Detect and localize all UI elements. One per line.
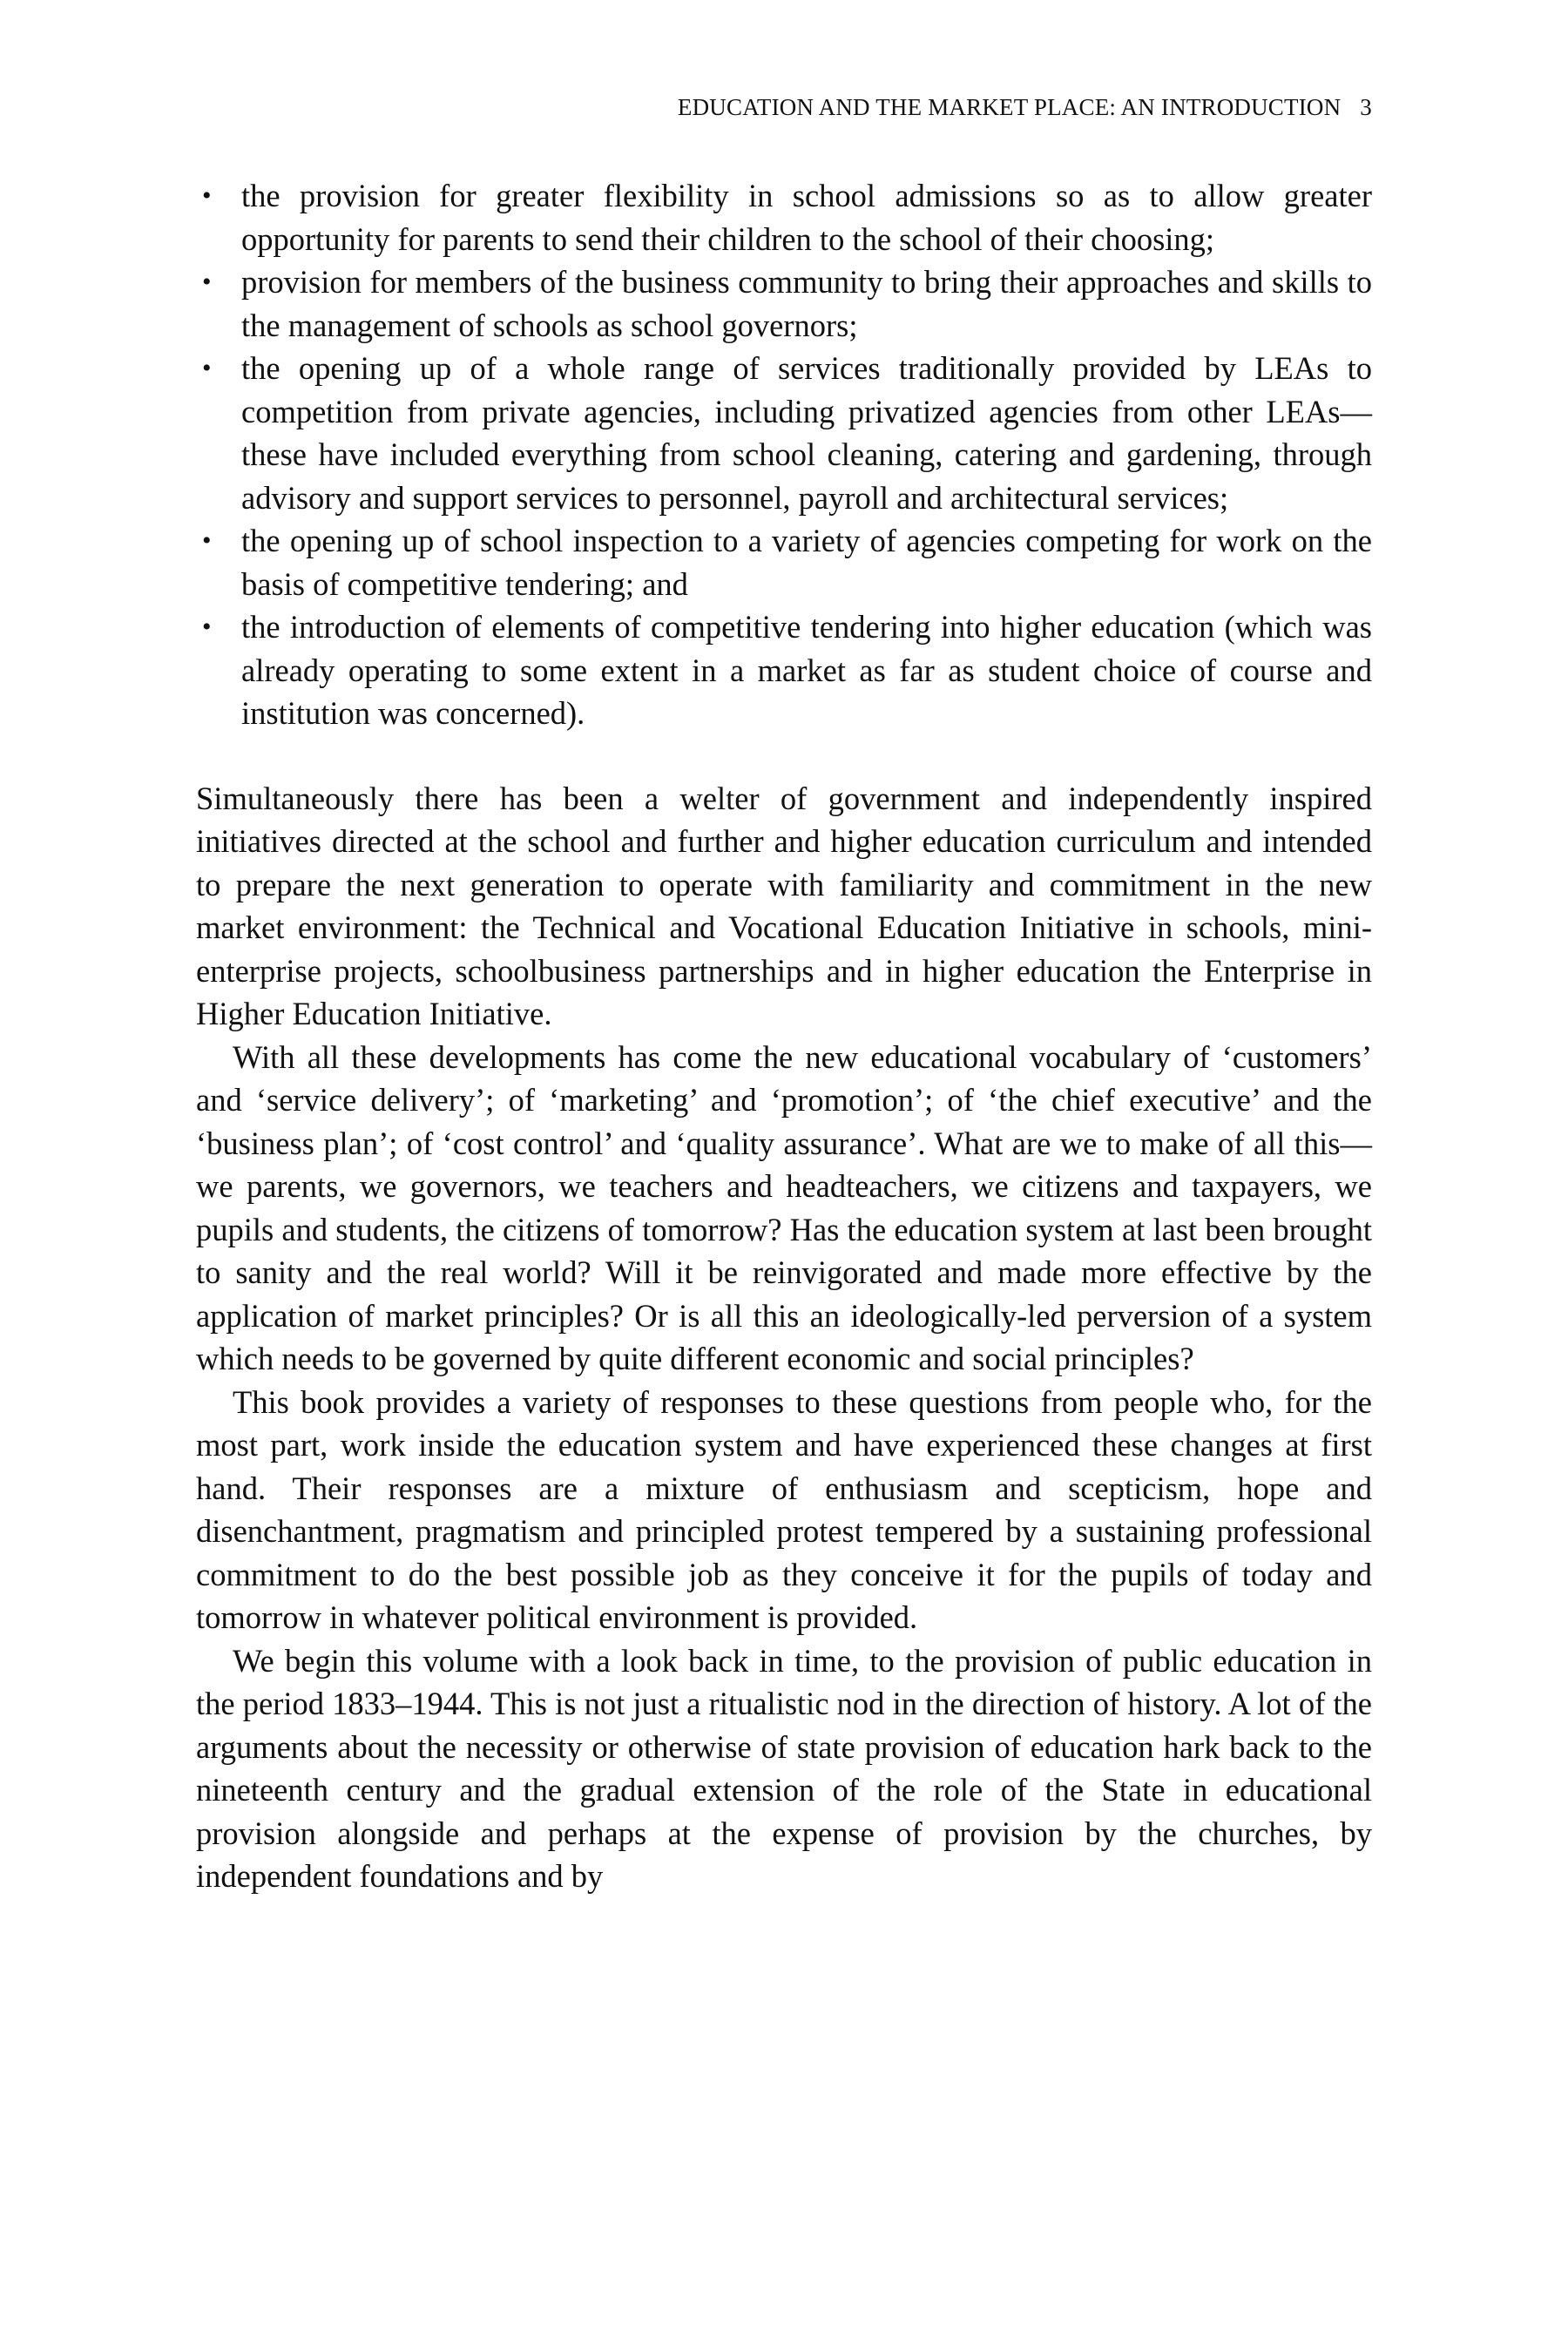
bullet-icon: • — [202, 181, 212, 210]
bullet-icon: • — [202, 612, 212, 641]
page-number: 3 — [1360, 94, 1372, 120]
running-header — [196, 94, 1372, 121]
bullet-icon: • — [202, 267, 212, 296]
paragraph-history: We begin this volume with a look back in time, to the provision of public education in the period 1833–1944. This is not just a ritualistic nod in the direction of history. A lot of the arguments about the necessity or otherwise of state provision of education hark back to the nineteenth century and the gradual extension of the role of the State in educational provision alongside and perhaps at the expense of provision by the churches, by independent foundations and by — [196, 1642, 1372, 1894]
paragraph-vocabulary: With all these developments has come the new educational vocabulary of ‘customers’ and ‘service delivery’; of ‘marketing’ and ‘promotion’; of ‘the chief executive’ and the ‘business plan’; of ‘cost control’ and ‘quality assurance’. What are we to make of all this—we parents, we governors, we teachers and headteachers, we citizens and taxpayers, we pupils and students, the citizens of tomorrow? Has the education system at last been brought to sanity and the real world? Will it be reinvigorated and made more effective by the application of market principles? Or is all this an ideologically-led perversion of a system which needs to be governed by quite different economic and social principles? — [196, 1038, 1372, 1376]
list-item — [196, 519, 1372, 605]
paragraph-simultaneously: Simultaneously there has been a welter of government and independently inspired initiatives directed at the school and further and higher education curriculum and intended to prepare the next generation to operate with familiarity and commitment in the new market environment: the Technical and Vocational Education Initiative in schools, mini-enterprise projects, schoolbusiness partnerships and in higher education the Enterprise in Higher Education Initiative. — [196, 780, 1372, 1031]
paragraph-book-responses: This book provides a variety of responses to these questions from people who, for the most part, work inside the education system and have experienced these changes at first hand. Their responses are a mixture of enthusiasm and scepticism, hope and disenchantment, pragmatism and principled protest tempered by a sustaining professional commitment to do the best possible job as they conceive it for the pupils of today and tomorrow in whatever political environment is provided. — [196, 1383, 1372, 1635]
list-item-text: the opening up of school inspection to a variety of agencies competing for work on the basis of competitive tendering; and — [241, 523, 1372, 602]
list-item-text: the provision for greater flexibility in school admissions so as to allow greater opportunity for parents to send their children to the school of their choosing; — [241, 178, 1372, 257]
list-item — [196, 347, 1372, 519]
bullet-list — [196, 174, 1372, 735]
list-item — [196, 174, 1372, 260]
bullet-icon: • — [202, 354, 212, 382]
list-item-text: the opening up of a whole range of services traditionally provided by LEAs to competition from private agencies, including privatized agencies from other LEAs—these have included everything from school cleaning, catering and gardening, through advisory and support services to personnel, payroll and architectural services; — [241, 350, 1372, 516]
list-item-text: provision for members of the business community to bring their approaches and skills to the management of schools as school governors; — [241, 264, 1372, 343]
body-text — [196, 174, 1372, 1898]
list-item — [196, 260, 1372, 347]
list-item — [196, 605, 1372, 735]
bullet-icon: • — [202, 526, 212, 555]
list-item-text: the introduction of elements of competitive tendering into higher education (which was already operating to some extent in a market as far as student choice of course and institution was concerned). — [241, 609, 1372, 731]
running-title: EDUCATION AND THE MARKET PLACE: AN INTRODUCTION — [677, 94, 1342, 120]
